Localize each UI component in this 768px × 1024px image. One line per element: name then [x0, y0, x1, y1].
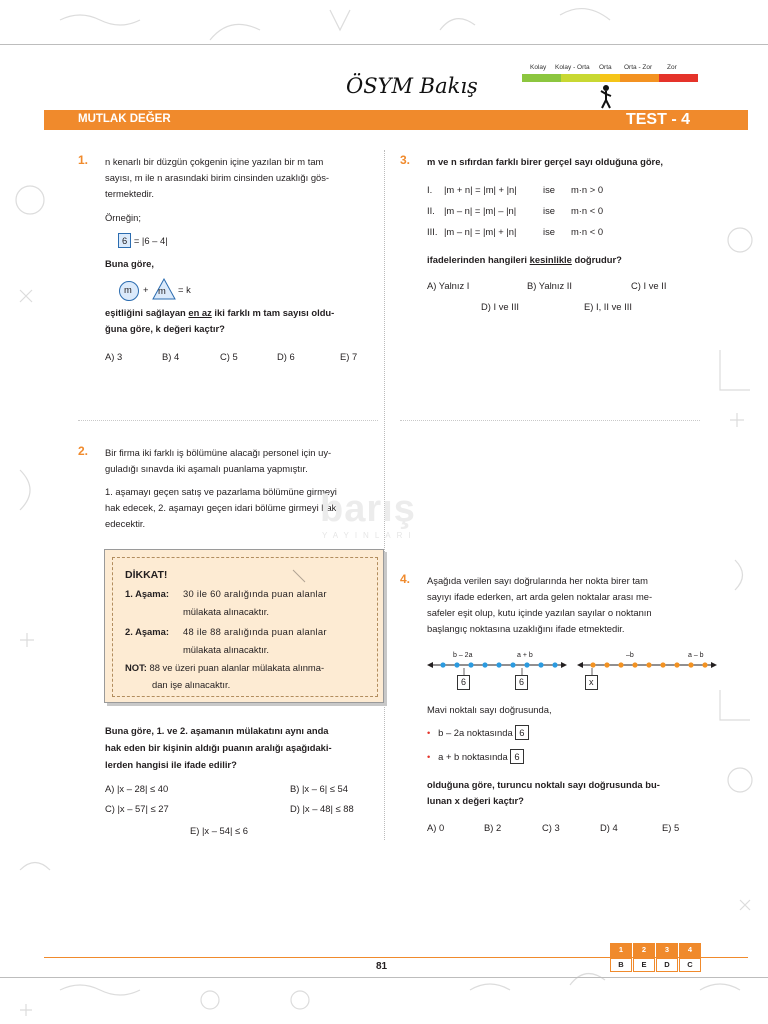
- difficulty-label: Zor: [667, 64, 677, 71]
- question-number: 2.: [78, 444, 89, 458]
- option-e[interactable]: E) |x – 54| ≤ 6: [190, 825, 248, 836]
- option-b[interactable]: B) 4: [162, 351, 180, 362]
- point-label: a – b: [688, 652, 704, 659]
- question-text: 1. aşamayı geçen satış ve pazarlama bölümüne girmeyi: [105, 486, 337, 497]
- prompt-text: eşitliğini sağlayan: [105, 307, 189, 318]
- distance-box: 6: [457, 675, 470, 690]
- note-text: dan işe alınacaktır.: [152, 679, 231, 690]
- question-text: guladığı sınavda iki aşamalı puanlama yapmıştır.: [105, 463, 308, 474]
- bullet-dot-icon: •: [427, 751, 431, 762]
- option-b[interactable]: B) |x – 6| ≤ 54: [290, 783, 348, 794]
- stage-text: mülakata alınacaktır.: [183, 606, 269, 617]
- difficulty-bar-segment: [659, 74, 698, 82]
- question-number: 1.: [78, 153, 89, 167]
- answer-letter: B: [610, 958, 632, 972]
- bullet-item: [427, 749, 524, 765]
- page-number: 81: [376, 961, 388, 972]
- prompt-text: iki farklı m tam sayısı oldu-: [211, 307, 335, 318]
- statement-expression: |m – n| = |m| + |n|: [444, 226, 517, 237]
- underlined-text: kesinlikle: [529, 254, 572, 265]
- brand-logo: ÖSYM Bakış: [346, 74, 478, 98]
- answer-number: 4: [679, 943, 701, 957]
- stage-label: 1. Aşama:: [125, 588, 169, 599]
- option-c[interactable]: C) |x – 57| ≤ 27: [105, 803, 169, 814]
- difficulty-bar-segment: [561, 74, 600, 82]
- question-separator: [78, 420, 378, 421]
- shape-equation: [118, 280, 208, 302]
- option-e[interactable]: E) 7: [340, 351, 358, 362]
- question-prompt: Buna göre, 1. ve 2. aşamanın mülakatını aynı anda: [105, 725, 329, 736]
- question-number: 3.: [400, 153, 411, 167]
- stage-label: 2. Aşama:: [125, 626, 169, 637]
- question-text: sayıyı ifade ederken, art arda gelen noktalar arası me-: [427, 591, 653, 602]
- difficulty-label: Orta: [599, 64, 612, 71]
- section-header-band: [44, 110, 748, 130]
- difficulty-bar-segment: [600, 74, 620, 82]
- answer-number: 2: [633, 943, 655, 957]
- statement-expression: |m + n| = |m| + |n|: [444, 184, 517, 195]
- note-label: NOT:: [125, 662, 147, 673]
- option-a[interactable]: A) 0: [427, 822, 445, 833]
- question-text: sayısı, m ile n arasındaki birim cinsinden uzaklığı gös-: [105, 172, 330, 183]
- distance-box: 6: [515, 725, 528, 740]
- option-d[interactable]: D) |x – 48| ≤ 88: [290, 803, 354, 814]
- bullet-text: a + b noktasında: [438, 751, 508, 762]
- stage-text: mülakata alınacaktır.: [183, 644, 269, 655]
- difficulty-bar-segment: [522, 74, 561, 82]
- option-b[interactable]: B) Yalnız II: [527, 280, 572, 291]
- question-text: Mavi noktalı sayı doğrusunda,: [427, 704, 552, 715]
- option-a[interactable]: A) Yalnız I: [427, 280, 470, 291]
- statement-condition: m·n < 0: [571, 226, 604, 237]
- question-prompt: hak eden bir kişinin aldığı puanın aralığı aşağıdaki-: [105, 742, 332, 753]
- dikkat-title: DİKKAT!: [125, 569, 168, 581]
- square-box: 6: [118, 233, 131, 248]
- statement-expression: |m – n| = |m| – |n|: [444, 205, 517, 216]
- watermark-subtitle: YAYINLARI: [322, 531, 417, 540]
- question-prompt: [427, 252, 622, 268]
- question-prompt: [105, 305, 334, 321]
- answer-letter: C: [679, 958, 701, 972]
- answer-number: 3: [656, 943, 678, 957]
- question-stem: m ve n sıfırdan farklı birer gerçel sayı olduğuna göre,: [427, 156, 664, 167]
- statement-ise: ise: [543, 226, 555, 237]
- question-text: safeler eşit olup, kutu içinde yazılan sayılar o noktanın: [427, 607, 652, 618]
- statement-ise: ise: [543, 205, 555, 216]
- dikkat-note-box: [104, 549, 384, 703]
- prompt-text: doğrudur?: [571, 254, 622, 265]
- option-d[interactable]: D) I ve III: [481, 301, 520, 312]
- option-e[interactable]: E) I, II ve III: [584, 301, 632, 312]
- bullet-dot-icon: •: [427, 727, 431, 738]
- distance-box: 6: [510, 749, 523, 764]
- question-prompt: ğuna göre, k değeri kaçtır?: [105, 323, 225, 334]
- statement-ise: ise: [543, 184, 555, 195]
- topic-title: MUTLAK DEĞER: [78, 113, 171, 125]
- underlined-text: en az: [188, 307, 212, 318]
- question-text: hak edecek, 2. aşamayı geçen idari bölüme girmeyi hak: [105, 502, 337, 513]
- point-label: –b: [626, 652, 634, 659]
- answer-letter: E: [633, 958, 655, 972]
- bullet-item: [427, 725, 529, 741]
- test-number: TEST - 4: [625, 111, 690, 128]
- watermark-logo: barış: [320, 488, 416, 530]
- option-c[interactable]: C) 3: [542, 822, 560, 833]
- difficulty-indicator-icon: [598, 84, 614, 110]
- roman-numeral: II.: [427, 205, 435, 216]
- option-a[interactable]: A) 3: [105, 351, 123, 362]
- option-e[interactable]: E) 5: [662, 822, 680, 833]
- question-text: n kenarlı bir düzgün çokgenin içine yazılan bir m tam: [105, 156, 324, 167]
- stage-text: 30 ile 60 aralığında puan alanlar: [183, 588, 327, 599]
- option-a[interactable]: A) |x – 28| ≤ 40: [105, 783, 169, 794]
- statement-condition: m·n > 0: [571, 184, 604, 195]
- bottom-rule: [0, 977, 768, 978]
- question-text: edecektir.: [105, 518, 146, 529]
- number-lines: [427, 650, 717, 695]
- question-text: başlangıç noktasına uzaklığını ifade etmektedir.: [427, 623, 625, 634]
- distance-box: x: [585, 675, 598, 690]
- answer-letter: D: [656, 958, 678, 972]
- question-text: Aşağıda verilen sayı doğrularında her nokta birer tam: [427, 575, 648, 586]
- difficulty-label: Kolay: [530, 64, 547, 71]
- example-label: Örneğin;: [105, 212, 141, 223]
- option-d[interactable]: D) 6: [277, 351, 295, 362]
- footer-orange-rule: [44, 957, 748, 958]
- prompt-text: ifadelerinden hangileri: [427, 254, 530, 265]
- distance-box: 6: [515, 675, 528, 690]
- equals-k: = k: [178, 284, 191, 295]
- point-label: a + b: [517, 652, 533, 659]
- option-c[interactable]: C) I ve II: [631, 280, 667, 291]
- question-prompt: lerden hangisi ile ifade edilir?: [105, 759, 237, 770]
- buna-gore-label: Buna göre,: [105, 258, 154, 269]
- note-text: 88 ve üzeri puan alanlar mülakata alınma-: [149, 662, 325, 673]
- question-prompt: olduğuna göre, turuncu noktalı sayı doğrusunda bu-: [427, 779, 660, 790]
- question-text: Bir firma iki farklı iş bölümüne alacağı personel için uy-: [105, 447, 332, 458]
- circle-variable: m: [124, 284, 132, 295]
- difficulty-bar-segment: [620, 74, 659, 82]
- triangle-variable: m: [158, 285, 166, 296]
- question-number: 4.: [400, 572, 411, 586]
- top-rule: [0, 44, 768, 45]
- expression-text: = |6 – 4|: [133, 235, 168, 246]
- roman-numeral: I.: [427, 184, 433, 195]
- question-text: termektedir.: [105, 188, 154, 199]
- question-separator: [400, 420, 700, 421]
- option-c[interactable]: C) 5: [220, 351, 238, 362]
- roman-numeral: III.: [427, 226, 438, 237]
- plus-sign: +: [143, 284, 149, 295]
- statement-condition: m·n < 0: [571, 205, 604, 216]
- difficulty-label: Kolay - Orta: [555, 64, 590, 71]
- option-d[interactable]: D) 4: [600, 822, 618, 833]
- bullet-text: b – 2a noktasında: [438, 727, 513, 738]
- point-label: b – 2a: [453, 652, 473, 659]
- example-expression: [118, 233, 168, 249]
- answer-number: 1: [610, 943, 632, 957]
- option-b[interactable]: B) 2: [484, 822, 502, 833]
- difficulty-label: Orta - Zor: [624, 64, 653, 71]
- stage-text: 48 ile 88 aralığında puan alanlar: [183, 626, 327, 637]
- question-prompt: lunan x değeri kaçtır?: [427, 795, 524, 806]
- pin-icon: [291, 568, 307, 584]
